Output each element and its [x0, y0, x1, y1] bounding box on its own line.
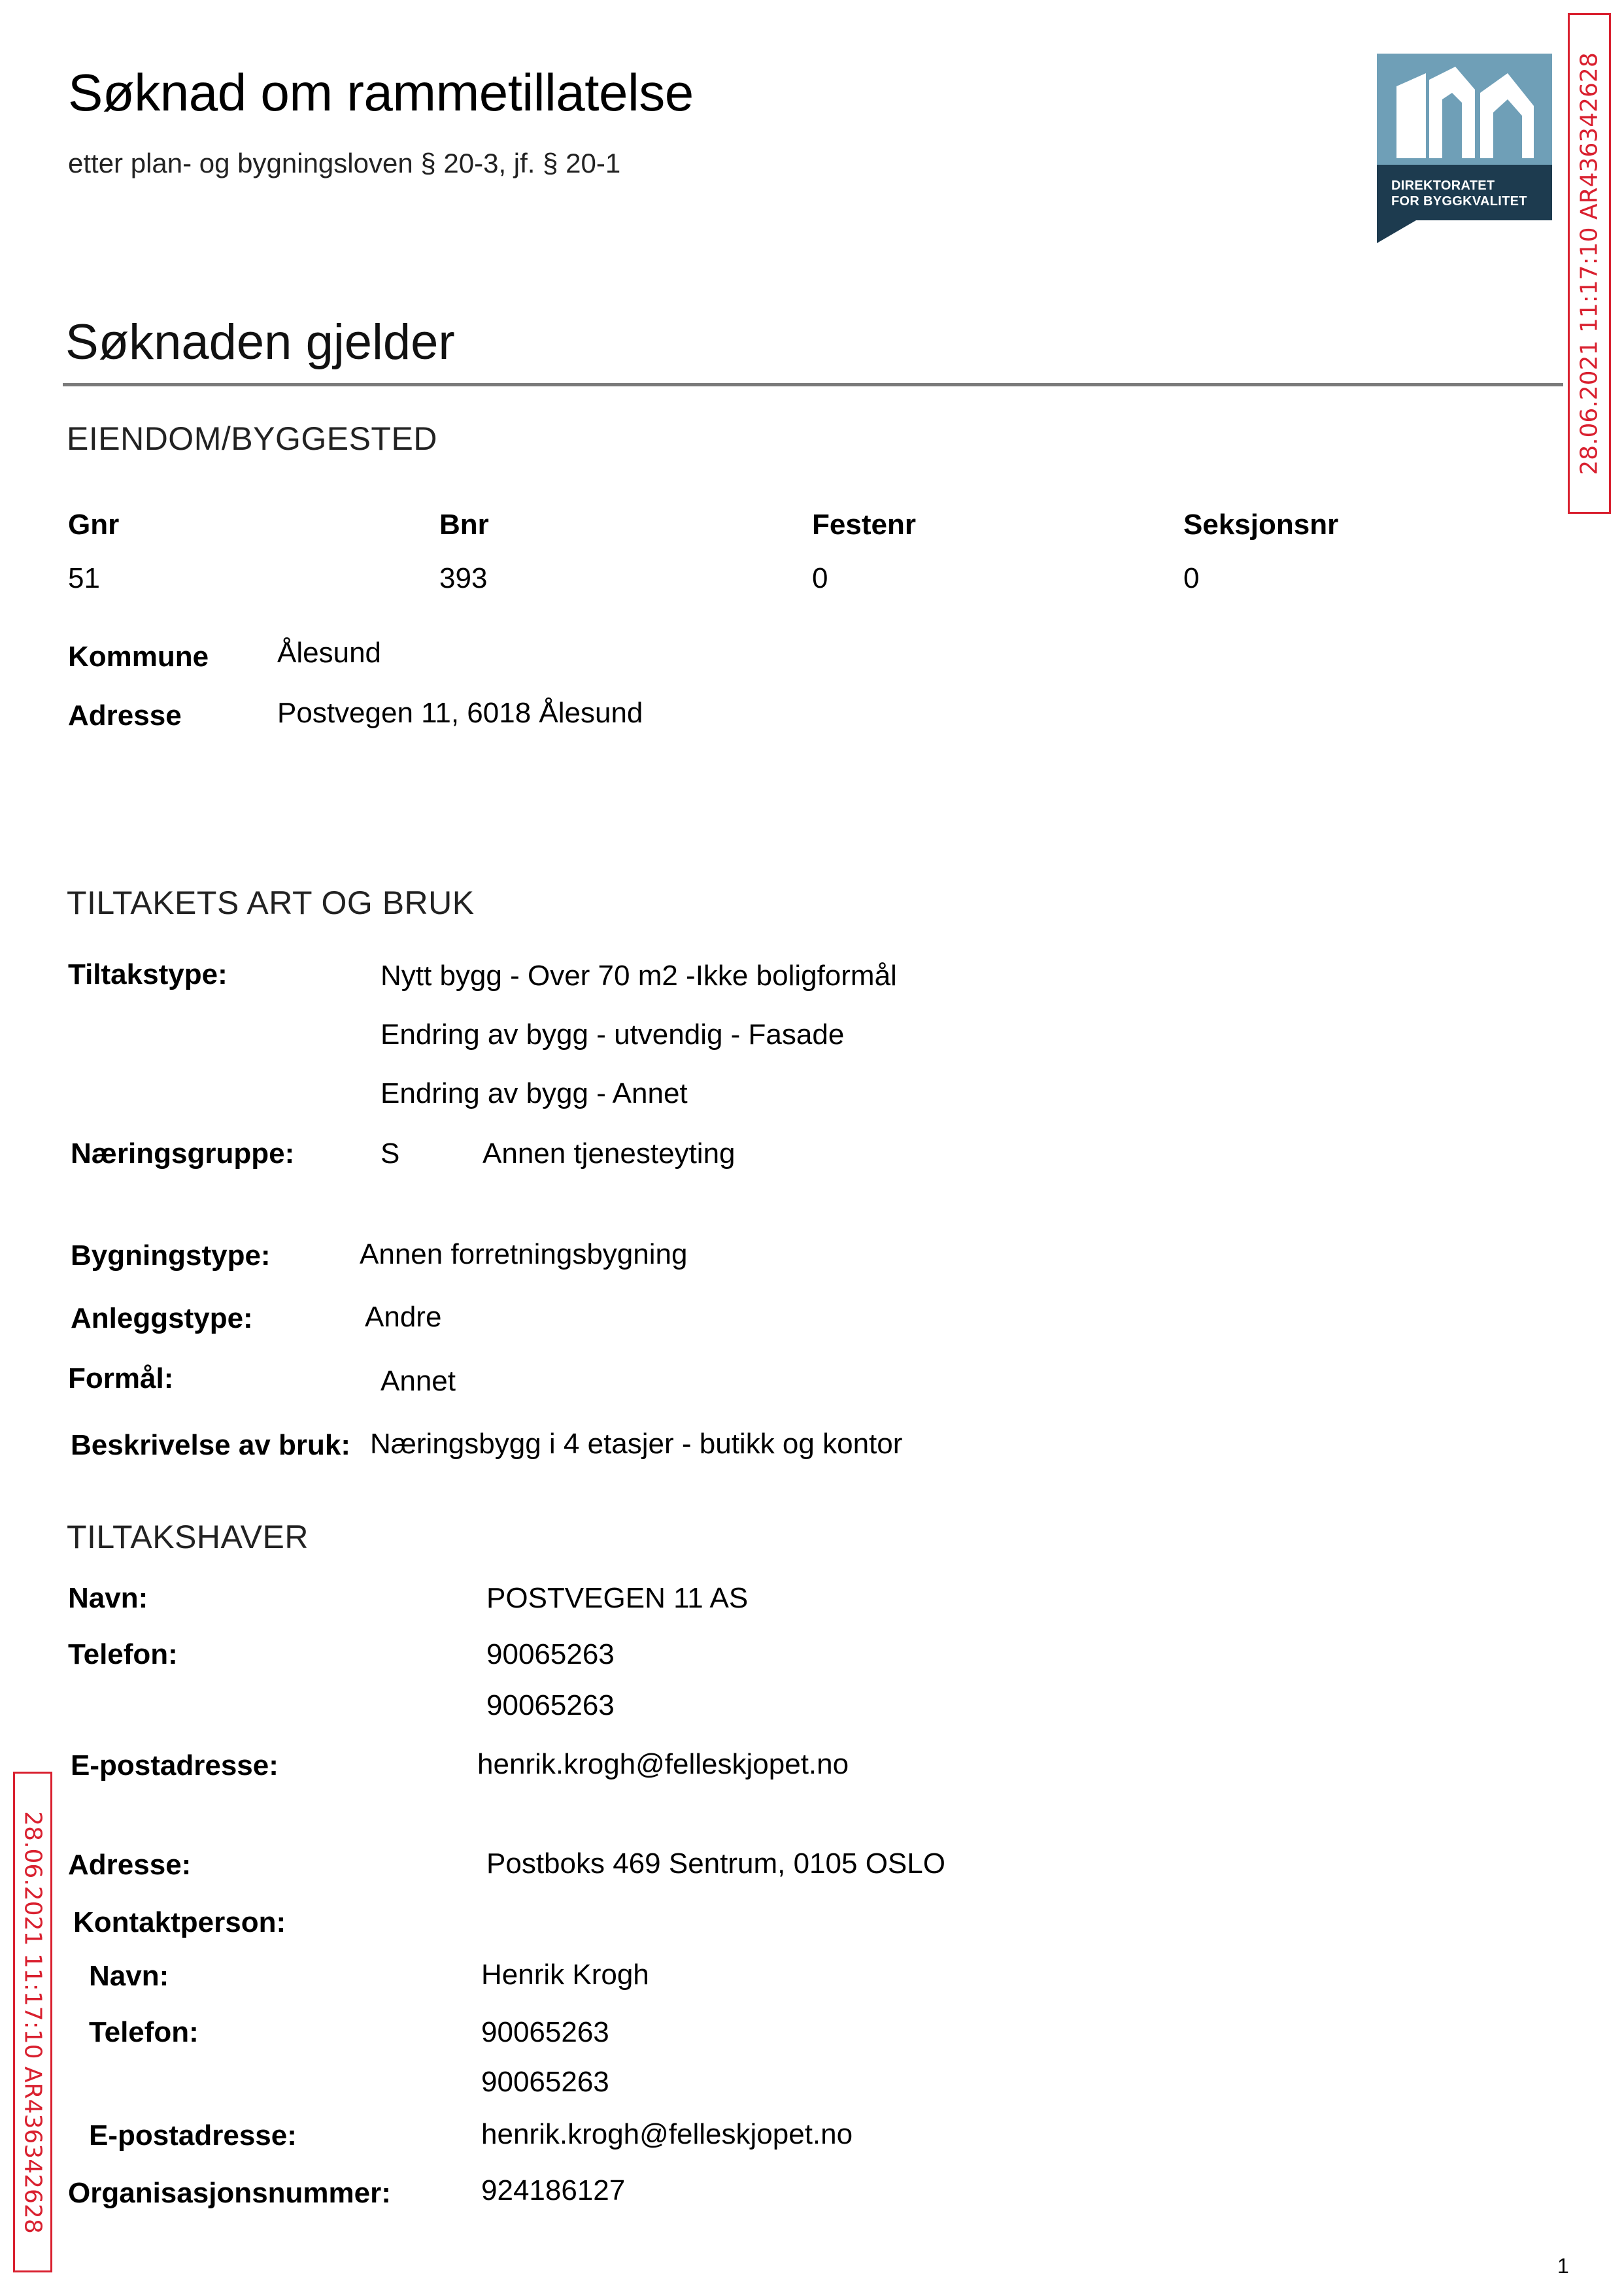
kontaktperson-label: Kontaktperson: — [73, 1906, 286, 1938]
kontakt-telefon-value-2: 90065263 — [481, 2066, 609, 2098]
kontakt-navn-label: Navn: — [89, 1960, 169, 1992]
tiltakstype-value-2: Endring av bygg - utvendig - Fasade — [381, 1019, 845, 1051]
tiltakshaver-adresse-label: Adresse: — [68, 1849, 192, 1881]
organisasjonsnummer-label: Organisasjonsnummer: — [68, 2177, 391, 2209]
main-heading: Søknaden gjelder — [65, 314, 455, 370]
formal-label: Formål: — [68, 1362, 174, 1394]
beskrivelse-label: Beskrivelse av bruk: — [71, 1429, 351, 1461]
date-stamp-left — [13, 1772, 52, 2272]
logo-text-line1: DIREKTORATET — [1391, 178, 1495, 193]
naeringsgruppe-value: Annen tjenesteyting — [482, 1138, 736, 1170]
heading-divider — [63, 383, 1563, 386]
kommune-label: Kommune — [68, 641, 209, 673]
tiltakstype-label: Tiltakstype: — [68, 958, 228, 990]
document-title: Søknad om rammetillatelse — [68, 63, 694, 122]
bygningstype-value: Annen forretningsbygning — [360, 1238, 688, 1270]
tiltakshaver-telefon-label: Telefon: — [68, 1638, 178, 1670]
tiltakstype-value-3: Endring av bygg - Annet — [381, 1077, 688, 1109]
kontakt-navn-value: Henrik Krogh — [481, 1959, 649, 1991]
section-heading-tiltakshaver: TILTAKSHAVER — [67, 1519, 309, 1555]
section-heading-tiltak: TILTAKETS ART OG BRUK — [67, 885, 475, 921]
section-heading-eiendom: EIENDOM/BYGGESTED — [67, 420, 437, 457]
anleggstype-value: Andre — [365, 1301, 442, 1333]
tiltakshaver-epost-value: henrik.krogh@felleskjopet.no — [477, 1748, 849, 1780]
kontakt-epost-value: henrik.krogh@felleskjopet.no — [481, 2118, 853, 2150]
adresse-label: Adresse — [68, 700, 182, 732]
tiltakshaver-telefon-value-1: 90065263 — [486, 1638, 615, 1670]
bnr-value: 393 — [439, 562, 488, 594]
tiltakshaver-epost-label: E-postadresse: — [71, 1749, 279, 1781]
dibk-logo — [1377, 54, 1552, 243]
seksjonsnr-label: Seksjonsnr — [1183, 509, 1339, 541]
bnr-label: Bnr — [439, 509, 489, 541]
naeringsgruppe-label: Næringsgruppe: — [71, 1138, 295, 1170]
kontakt-epost-label: E-postadresse: — [89, 2119, 297, 2151]
tiltakshaver-navn-value: POSTVEGEN 11 AS — [486, 1582, 749, 1614]
date-stamp-right-text: 28.06.2021 11:17:10 AR436342628 — [1576, 52, 1603, 475]
gnr-label: Gnr — [68, 509, 120, 541]
date-stamp-right — [1568, 13, 1611, 514]
formal-value: Annet — [381, 1365, 456, 1397]
building-logo-icon — [1377, 54, 1552, 165]
logo-text-line2: FOR BYGGKVALITET — [1391, 194, 1527, 209]
tiltakstype-value-1: Nytt bygg - Over 70 m2 -Ikke boligformål — [381, 960, 897, 992]
date-stamp-left-text: 28.06.2021 11:17:10 AR436342628 — [19, 1810, 46, 2234]
bygningstype-label: Bygningstype: — [71, 1240, 271, 1272]
tiltakshaver-telefon-value-2: 90065263 — [486, 1689, 615, 1721]
gnr-value: 51 — [68, 562, 100, 594]
document-subtitle: etter plan- og bygningsloven § 20-3, jf. § 20-1 — [68, 148, 621, 178]
organisasjonsnummer-value: 924186127 — [481, 2174, 626, 2206]
festenr-value: 0 — [812, 562, 828, 594]
kommune-value: Ålesund — [277, 637, 382, 669]
festenr-label: Festenr — [812, 509, 916, 541]
page-number: 1 — [1557, 2254, 1569, 2278]
beskrivelse-value: Næringsbygg i 4 etasjer - butikk og kontor — [370, 1428, 903, 1460]
anleggstype-label: Anleggstype: — [71, 1302, 253, 1334]
kontakt-telefon-label: Telefon: — [89, 2016, 199, 2048]
adresse-value: Postvegen 11, 6018 Ålesund — [277, 697, 643, 729]
tiltakshaver-adresse-value: Postboks 469 Sentrum, 0105 OSLO — [486, 1847, 945, 1880]
kontakt-telefon-value-1: 90065263 — [481, 2016, 609, 2048]
tiltakshaver-navn-label: Navn: — [68, 1582, 148, 1614]
seksjonsnr-value: 0 — [1183, 562, 1200, 594]
naeringsgruppe-code: S — [381, 1138, 400, 1170]
